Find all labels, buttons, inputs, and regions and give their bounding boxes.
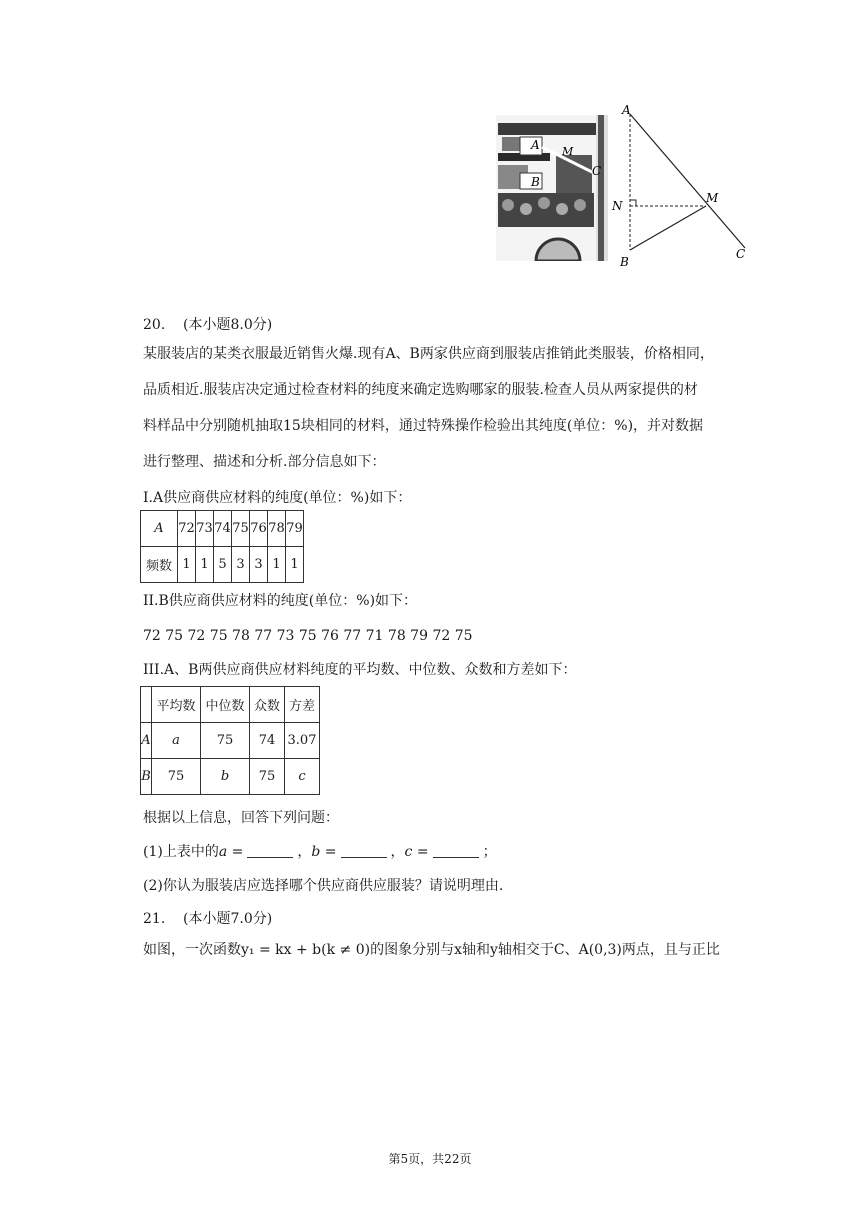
q20-sub1-prefix: (1)上表中的 <box>143 844 219 860</box>
diagram-label-c: C <box>736 247 746 261</box>
q20-sub1-sep-2: ， <box>390 844 405 860</box>
table-cell: 78 <box>268 511 286 547</box>
table-cell: 1 <box>196 547 214 583</box>
table-cell: 72 <box>178 511 196 547</box>
table-cell: 3 <box>250 547 268 583</box>
q21-text: 如图，一次函数y₁ = kx + b(k ≠ 0)的图象分别与x轴和y轴相交于C、A(0,3)两点，且与正比 <box>143 942 720 958</box>
table-cell: 73 <box>196 511 214 547</box>
table-cell: 1 <box>268 547 286 583</box>
table-a-frequency <box>140 510 304 583</box>
q20-sub1-a-label: a = <box>218 844 244 860</box>
answer-blank-c[interactable] <box>433 843 479 858</box>
q21-header <box>143 908 272 928</box>
table-cell: 74 <box>214 511 232 547</box>
diagram-label-b: B <box>620 255 629 269</box>
table-cell: 平均数 <box>152 687 201 723</box>
table-cell: 1 <box>178 547 196 583</box>
q20-part1-title: I.A供应商供应材料的纯度(单位：%)如下： <box>143 490 412 506</box>
table-cell: b <box>201 759 250 795</box>
table-cell: a <box>152 723 201 759</box>
q20-para-line-2: 品质相近.服装店决定通过检查材料的纯度来确定选购哪家的服装.检查人员从两家提供的材 <box>143 382 698 398</box>
page-footer: 第5页，共22页 <box>388 1152 472 1166</box>
table-cell: 1 <box>286 547 304 583</box>
diagram-label-m: M <box>706 191 719 205</box>
table-cell: 75 <box>201 723 250 759</box>
table-cell: A <box>141 511 178 547</box>
q20-prompt: 根据以上信息，回答下列问题： <box>143 810 339 826</box>
figure-diagram <box>610 100 760 270</box>
q20-sub2: (2)你认为服装店应选择哪个供应商供应服装？请说明理由. <box>143 878 504 894</box>
q21-number: 21. <box>143 911 166 927</box>
diagram-label-n: N <box>612 199 623 213</box>
table-cell: 5 <box>214 547 232 583</box>
table-cell: 75 <box>152 759 201 795</box>
table-cell: 中位数 <box>201 687 250 723</box>
table-cell: A <box>141 723 152 759</box>
table-cell: 众数 <box>250 687 285 723</box>
photo-label-a: A <box>531 138 540 152</box>
table-cell: 方差 <box>285 687 320 723</box>
q20-sub1-end: ； <box>482 844 497 860</box>
q20-sub1 <box>143 842 497 862</box>
table-row <box>141 511 304 547</box>
table-cell <box>141 687 152 723</box>
answer-blank-a[interactable] <box>247 843 293 858</box>
figure-photo <box>496 115 608 261</box>
photo-label-m: M <box>562 145 574 158</box>
table-cell: 75 <box>250 759 285 795</box>
table-statistics <box>140 686 320 795</box>
table-row <box>141 547 304 583</box>
q20-number: 20. <box>143 317 166 333</box>
q20-part2-title: II.B供应商供应材料的纯度(单位：%)如下： <box>143 593 418 609</box>
q20-score: (本小题8.0分) <box>183 317 273 333</box>
q20-sub1-c-label: c = <box>404 844 429 860</box>
table-cell: B <box>141 759 152 795</box>
table-cell: 75 <box>232 511 250 547</box>
table-cell: 79 <box>286 511 304 547</box>
q20-part2-data: 72 75 72 75 78 77 73 75 76 77 71 78 79 72 75 <box>143 628 473 644</box>
photo-label-b: B <box>531 175 540 189</box>
q20-sub1-b-label: b = <box>311 844 337 860</box>
q20-para-line-3: 料样品中分别随机抽取15块相同的材料，通过特殊操作检验出其纯度(单位：%)，并对数据 <box>143 418 704 434</box>
table-row <box>141 687 320 723</box>
q20-para-line-1: 某服装店的某类衣服最近销售火爆.现有A、B两家供应商到服装店推销此类服装，价格相同， <box>143 346 714 362</box>
table-cell: 74 <box>250 723 285 759</box>
table-row <box>141 723 320 759</box>
table-cell: 3 <box>232 547 250 583</box>
q20-part3-title: III.A、B两供应商供应材料纯度的平均数、中位数、众数和方差如下： <box>143 662 577 678</box>
table-cell: c <box>285 759 320 795</box>
q20-header <box>143 314 272 334</box>
answer-blank-b[interactable] <box>341 843 387 858</box>
photo-label-c: C <box>592 164 602 178</box>
table-cell: 76 <box>250 511 268 547</box>
q20-para-line-4: 进行整理、描述和分析.部分信息如下： <box>143 454 386 470</box>
diagram-label-a: A <box>622 103 631 117</box>
q21-score: (本小题7.0分) <box>183 911 273 927</box>
q20-sub1-sep-1: ， <box>297 844 312 860</box>
table-cell: 3.07 <box>285 723 320 759</box>
table-cell: 频数 <box>141 547 178 583</box>
table-row <box>141 759 320 795</box>
